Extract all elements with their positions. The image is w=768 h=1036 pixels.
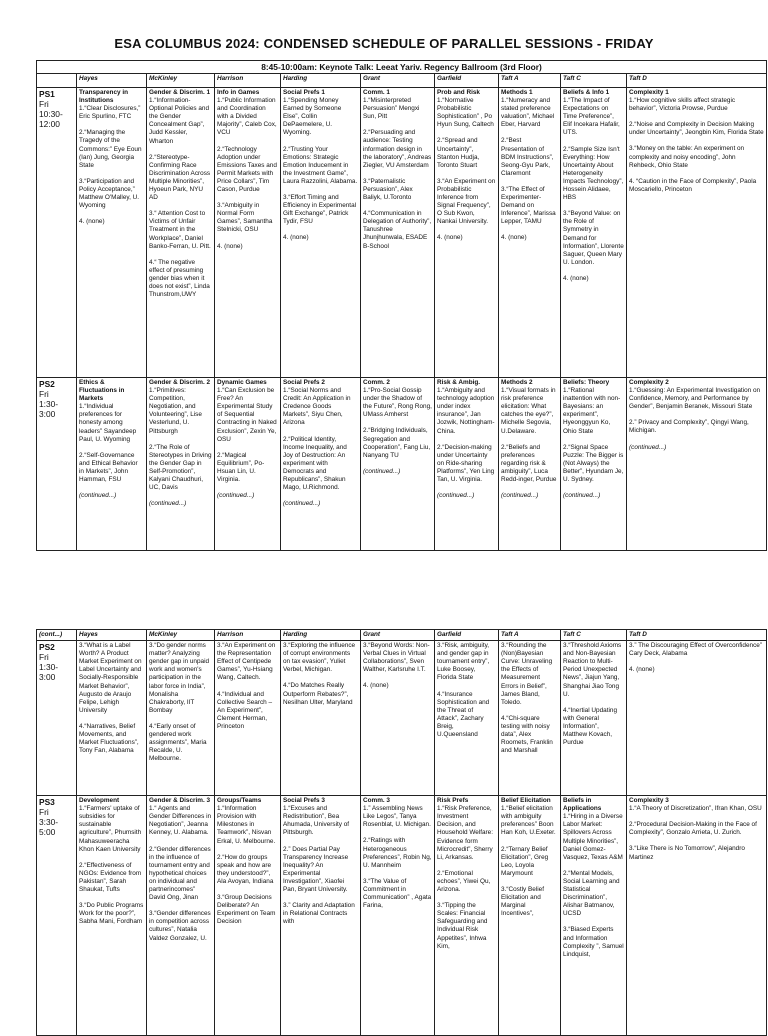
talk-entry: 1.“A Theory of Discretization”, Ifran Khan, OSU (629, 805, 762, 813)
ps2b-session-cell (561, 641, 627, 796)
top-room-6: Taft A (499, 74, 561, 88)
talk-entry: 3.“Gender differences in competition across cultures”, Natalia Valdez Gonzalez, U. (149, 910, 211, 942)
talk-entry: 2.“Managing the Tragedy of the Commons:” Eye Eoun (Ian) Jung, Georgia State (79, 129, 142, 169)
talk-entry: 1.“Public Information and Coordination with a Divided Majority”, Caleb Cox, VCU (217, 97, 277, 137)
bottom-room-4: Grant (361, 630, 435, 641)
ps2b-session-cell (281, 641, 361, 796)
talk-entry: 3.“Beyond Value: on the Role of Symmetry in Demand for Information”, Llorente Saguer, Queen Mary U. London. (563, 210, 624, 266)
talk-entry: 1.“Primitives: Competition, Negotiation, and Volunteering”, Lise Vesterlund, U. Pittsburgh (149, 387, 202, 435)
ps2-session-cell (215, 378, 281, 551)
talk-entry: 2.“Self-Governance and Ethical Behavior in Markets”, John Hamman, FSU (79, 451, 138, 484)
talk-entry: 1.“Belief elicitation with ambiguity preferences” Boon Han Koh, U.Exeter. (501, 805, 556, 837)
talk-entry: 3.“Participation and Policy Acceptance,” Matthew O'Malley, U. Wyoming (79, 177, 140, 210)
session-title: Gender & Discrim. 2 (149, 379, 211, 386)
top-room-3: Harding (281, 74, 361, 88)
talk-entry: 1.“Rational inattention with non-Bayesians: an experiment”, Hyeonggyun Ko, Ohio State (563, 387, 621, 435)
talk-entry: 2.“Trusting Your Emotions: Strategic Emotion Inducement in the Investment Game”, Laura Razzolini, Alabama. (283, 145, 358, 185)
talk-entry: 1.“Clear Disclosures,” Eric Spurlino, FTC (79, 105, 141, 121)
ps3-session-cell (561, 796, 627, 1036)
talk-entry: 1.“Excuses and Redistribution”, Bea Ahumada, University of Pittsburgh. (283, 805, 350, 837)
ps1-session-cell (627, 88, 767, 378)
talk-entry: 3.“ Attention Cost to Victims of Unfair Treatment in the Workplace”, Daniel Banko-Ferran, U. Pitt. (149, 210, 211, 250)
talk-entry: 2.“Effectiveness of NGOs: Evidence from Pakistan”, Sarah Shaukat, Tufts (79, 861, 142, 894)
talk-entry: 1.“Pro-Social Gossip under the Shadow of the Future”, Rong Rong, UMass Amherst (363, 387, 432, 419)
talk-entry: 4.“Narratives, Belief Movements, and Market Fluctuations”, Tony Fan, Alabama (79, 722, 139, 755)
ps2b-session-cell (499, 641, 561, 796)
talk-entry: 3.“Threshold Axioms and Non-Bayesian Reaction to Multi-Period Unexpected News”, Jiajun Yang, Shanghai Jiao Tong U. (563, 642, 622, 698)
talk-entry: 4.“Inertial Updating with General Information”, Matthew Kovach, Purdue (563, 706, 617, 747)
session-title: Social Prefs 2 (283, 379, 325, 386)
session-title: Gender & Discrim. 1 (149, 89, 211, 96)
continued-note: (continued...) (217, 492, 255, 500)
talk-entry: 2.” Privacy and Complexity”, Qingyi Wang, Michigan. (629, 419, 749, 435)
talk-entry: 4.“Insurance Sophistication and the Threat of Attack”, Zachary Breig, U.Queensland (437, 690, 490, 739)
continued-note: (continued...) (363, 467, 401, 475)
talk-entry: 4. (none) (629, 666, 655, 674)
ps2-cont-label: PS2 Fri 1:30- 3:00 (37, 641, 77, 796)
talk-entry: 2.“Spread and Uncertainty”, Stanton Hudja, Toronto Stuart (437, 137, 480, 169)
ps2-session-cell (147, 378, 215, 551)
talk-entry: 2.“Procedural Decision-Making in the Face of Complexity”, Gonzalo Arrieta, U. Zurich. (629, 821, 757, 837)
top-room-8: Taft D (627, 74, 767, 88)
talk-entry: 2.“Political Identity, Income Inequality, and Joy of Destruction: An experiment with Democrats and Republicans”, Shakun Mago, U.Richmond. (283, 435, 347, 492)
session-title: Risk Prefs (437, 797, 469, 805)
schedule-table-top (36, 60, 767, 551)
talk-entry: 2.” Does Partial Pay Transparency Increase Inequality? An Experimental Investigation”, Xiaofei Pan, Bryant University. (283, 845, 349, 894)
keynote-banner: 8:45-10:00am: Keynote Talk: Leeat Yariv. Regency Ballroom (3rd Floor) (37, 61, 767, 74)
ps1-label: PS1 Fri 10:30- 12:00 (37, 88, 77, 378)
session-title: Social Prefs 3 (283, 797, 325, 805)
talk-entry: 1.“Can Exclusion be Free? An Experimental Study of Sequential Contracting in Naked Exclusion”, Zexin Ye, OSU (217, 387, 277, 443)
continued-note: (continued...) (563, 492, 601, 500)
top-room-0: Hayes (77, 74, 147, 88)
ps3-session-cell (435, 796, 499, 1036)
talk-entry: 4. (none) (437, 234, 463, 242)
talk-entry: 1.“Individual preferences for honesty among leaders” Sayandeep Paul, U. Wyoming (79, 403, 137, 443)
bottom-room-0: Hayes (77, 630, 147, 641)
talk-entry: 3.“What is a Label Worth? A Product Market Experiment on Label Uncertainty and Socially-Responsible Market Behavior”, Augusto de Araujo Felipe, Lehigh University (79, 642, 142, 714)
session-title: Dynamic Games (217, 379, 267, 386)
ps2b-session-cell (77, 641, 147, 796)
continued-note: (continued...) (79, 492, 117, 500)
talk-entry: 3.“Risk, ambiguity, and gender gap in tournament entry”, Luke Boosey, Florida State (437, 642, 490, 682)
continued-note: (continued...) (437, 492, 475, 500)
ps2-session-cell (561, 378, 627, 551)
session-title: Comm. 1 (363, 89, 390, 96)
top-room-7: Taft C (561, 74, 627, 88)
talk-entry: 4. (none) (283, 234, 309, 242)
talk-entry: 1.“Visual formats in risk preference elicitation: What catches the eye?”, Michelle Segovia, U.Delaware. (501, 387, 556, 435)
ps2-label: PS2 Fri 1:30- 3:00 (37, 378, 77, 551)
talk-entry: 1.“Numeracy and stated preference valuation”, Michael Eber, Harvard (501, 97, 555, 129)
talk-entry: 3.“Costly Belief Elicitation and Marginal Incentives”, (501, 885, 544, 918)
talk-entry: 4.“Chi-square testing with noisy data”, Alex Roomets, Franklin and Marshall (501, 714, 553, 755)
talk-entry: 4.“Individual and Collective Search – An Experiment”, Clement Herman, Princeton (217, 690, 273, 730)
talk-entry: 3.“The Effect of Experimenter-Demand on Inference”, Marissa Lepper, TAMU (501, 185, 556, 226)
talk-entry: 4.“ The negative effect of presuming gender bias when it does not exist”, Linda Thunstrom,UWY (149, 258, 210, 299)
talk-entry: 3.“Do gender norms matter? Analyzing gender gap in unpaid work and women's participation in the labor force in India”, Monalisha Chakraborty, IIT Bombay (149, 642, 210, 714)
session-title: Methods 1 (501, 89, 533, 96)
ps2-session-cell (77, 378, 147, 551)
top-room-1: McKinley (147, 74, 215, 88)
bottom-room-1: McKinley (147, 630, 215, 641)
ps1-session-cell (281, 88, 361, 378)
talk-entry: 2.“Magical Equilibrium”, Po-Hsuan Lin, U. Virginia. (217, 451, 265, 484)
session-title: Beliefs in Applications (563, 797, 602, 813)
talk-entry: 4. “Caution in the Face of Complexity”, Paola Moscariello, Princeton (629, 177, 757, 193)
corner-cell (37, 74, 77, 88)
ps2-session-cell (435, 378, 499, 551)
session-title: Groups/Teams (217, 797, 262, 805)
talk-entry: 3.“An Experiment on Probabilistic Inference from Signal Frequency”, O Sub Kwon, Nankai University. (437, 177, 496, 226)
session-title: Risk & Ambig. (437, 379, 481, 386)
talk-entry: 4. (none) (501, 234, 527, 242)
ps2b-session-cell (147, 641, 215, 796)
talk-entry: 4. (none) (563, 274, 589, 282)
talk-entry: 3.“Biased Experts and Information Complexity ”, Samuel Lindquist, (563, 926, 624, 958)
continued-note: (continued...) (501, 492, 539, 500)
session-title: Beliefs & Info 1 (563, 89, 610, 96)
continued-note: (continued...) (629, 443, 667, 451)
talk-entry: 3.“The Value of Commitment in Communication” , Agata Farina, (363, 877, 432, 910)
session-title: Complexity 1 (629, 89, 669, 96)
talk-entry: 3.“Like There is No Tomorrow”, Alejandro Martinez (629, 845, 745, 861)
session-title: Transparency in Institutions (79, 89, 129, 105)
session-title: Prob and Risk (437, 89, 480, 96)
talk-entry: 2.“Signal Space Puzzle: The Bigger is (Not Always) the Better”, Hyundam Je, U. Sydney. (563, 443, 624, 484)
session-title: Social Prefs 1 (283, 89, 325, 96)
session-title: Belief Elicitation (501, 797, 551, 805)
talk-entry: 4. (none) (217, 242, 243, 250)
talk-entry: 1.“Spending Money Earned by Someone Else”, Collin DePaemelere, U. Wyoming. (283, 97, 342, 137)
talk-entry: 1.“Ambiguity and technology adoption under index insurance”, Jan Jozwik, Nottingham-China. (437, 387, 495, 435)
talk-entry: 2.“The Role of Stereotypes in Driving the Gender Gap in Self-Promotion”, Kalyani Chaudhuri, UC, Davis (149, 443, 212, 492)
session-title: Comm. 2 (363, 379, 390, 386)
ps3-session-cell (361, 796, 435, 1036)
ps3-session-cell (281, 796, 361, 1036)
talk-entry: 2.“Best Presentation of BDM Instructions”, Seong-Gyu Park, Claremont (501, 137, 554, 177)
talk-entry: 1.“Social Norms and Credit: An Application in Credence Goods Markets”, Siyu Chen, Arizona (283, 387, 351, 427)
page-title: ESA COLUMBUS 2024: CONDENSED SCHEDULE OF PARALLEL SESSIONS - FRIDAY (114, 36, 654, 51)
talk-entry: 2.“Sample Size Isn't Everything: How Uncertainty About Heterogeneity Impacts Technology”, Hossein Alidaee, HBS (563, 145, 624, 202)
ps1-session-cell (215, 88, 281, 378)
talk-entry: 3.“Effort Timing and Efficiency in Experimental Gift Exchange”, Patrick Tydir, FSU (283, 194, 357, 226)
session-title: Complexity 2 (629, 379, 669, 386)
ps1-session-cell (147, 88, 215, 378)
ps3-session-cell (215, 796, 281, 1036)
talk-entry: 2.“Persuading and audience: Testing information design in the laboratory”, Andreas Ziegler, VU Amsterdam (363, 129, 432, 169)
talk-entry: 3.“Rounding the (Non)Bayesian Curve: Unraveling the Effects of Measurement Errors in Belief”, James Bland, Toledo. (501, 642, 553, 706)
ps1-session-cell (361, 88, 435, 378)
top-room-2: Harrison (215, 74, 281, 88)
ps3-session-cell (147, 796, 215, 1036)
continued-note: (continued...) (149, 500, 187, 508)
bottom-room-5: Garfield (435, 630, 499, 641)
talk-entry: 3.” Clarity and Adaptation in Relational Contracts with (283, 902, 355, 926)
talk-entry: 1.“Risk Preference, Investment Decision, and Household Welfare: Evidence form Microcredit”, Sherry Li, Arkansas. (437, 805, 494, 861)
ps3-session-cell (499, 796, 561, 1036)
talk-entry: 3.“Group Decisions Deliberate? An Experiment on Team Decision (217, 894, 276, 926)
talk-entry: 4.“Early onset of gendered work assignments”, Maria Recalde, U. Melbourne. (149, 722, 207, 763)
talk-entry: 1.“Normative Probabilistic Sophistication” , Po Hyun Sung, Caltech (437, 97, 494, 129)
ps2-session-cell (499, 378, 561, 551)
cont-cell: (cont...) (37, 630, 77, 641)
talk-entry: 2.“Noise and Complexity in Decision Making under Uncertainty”, Jeongbin Kim, Florida State (629, 121, 764, 137)
talk-entry: 2.“Gender differences in the influence of tournament entry and hypothetical choices on individual and partnerincomes” David Ong, Jinan (149, 845, 211, 902)
ps1-session-cell (561, 88, 627, 378)
talk-entry: 3.“Do Public Programs Work for the poor?”, Sabha Mani, Fordham (79, 902, 144, 926)
ps3-session-cell (627, 796, 767, 1036)
talk-entry: 2.“Stereotype-Confirming Race Discrimination Across Multiple Minorities”, Hyoeun Park, NYU AD (149, 153, 211, 202)
talk-entry: 2.“Decision-making under Uncertainty on Ride-sharing Platforms”, Yen Ling Tan, U. Virginia. (437, 443, 495, 484)
talk-entry: 3.“An Experiment on the Representation Effect of Centipede Games”, Yu-Hsiang Wang, Caltech. (217, 642, 276, 682)
talk-entry: 4. (none) (363, 682, 389, 690)
bottom-room-2: Harrison (215, 630, 281, 641)
talk-entry: 1.“ Agents and Gender Differences in Negotiation”, Jeanna Kenney, U. Alabama. (149, 805, 212, 837)
bottom-room-6: Taft A (499, 630, 561, 641)
schedule-table-bottom (36, 629, 767, 1036)
bottom-room-8: Taft D (627, 630, 767, 641)
ps1-session-cell (499, 88, 561, 378)
bottom-room-7: Taft C (561, 630, 627, 641)
talk-entry: 1.“Farmers' uptake of subsidies for sustainable agriculture”, Phumsith Mahasuweeracha Khon Kaen University (79, 805, 142, 853)
talk-entry: 2.“Emotional echoes”, Yiwei Qu, Arizona. (437, 869, 491, 894)
talk-entry: 2.“Ratings with Heterogeneous Preferences”, Robin Ng, U. Mannheim (363, 837, 432, 869)
session-title: Complexity 3 (629, 797, 669, 805)
talk-entry: 1.“Misinterpreted Persuasion” Mengxi Sun, Pitt (363, 97, 420, 121)
talk-entry: 4. (none) (79, 218, 105, 226)
ps2b-session-cell (215, 641, 281, 796)
top-room-4: Grant (361, 74, 435, 88)
ps2b-session-cell (435, 641, 499, 796)
talk-entry: 1.“Guessing: An Experimental Investigation on Confidence, Memory, and Performance by Gender”, Benjamin Beranek, Missouri State (629, 387, 761, 411)
ps1-session-cell (435, 88, 499, 378)
talk-entry: 3.“Beyond Words: Non-Verbal Clues in Virtual Collaborations”, Sven Walther, Karlsruhe I.T. (363, 642, 430, 674)
talk-entry: 1.“How cognitive skills affect strategic behavior”, Victoria Prowse, Purdue (629, 97, 736, 113)
session-title: Gender & Discrim. 3 (149, 797, 211, 805)
ps3-session-cell (77, 796, 147, 1036)
continued-note: (continued...) (283, 500, 321, 508)
talk-entry: 1.” Assembling News Like Legos”, Tanya Rosenblat, U. Michigan. (363, 805, 431, 829)
ps2b-session-cell (361, 641, 435, 796)
talk-entry: 4.“Do Matches Really Outperform Rebates?”, Nesilhan Ulter, Maryland (283, 682, 353, 706)
talk-entry: 1.“Hiring in a Diverse Labor Market: Spillovers Across Multiple Minorities”, Daniel Gomez-Vasquez, Texas A&M (563, 813, 623, 861)
session-title: Info in Games (217, 89, 260, 96)
talk-entry: 2.“Technology Adoption under Emissions Taxes and Permit Markets with Price Collars”, Tim Cason, Purdue (217, 145, 277, 194)
talk-entry: 1.“Information-Optional Policies and the Gender Concealment Gap”, Judd Kessler, Wharton (149, 97, 210, 145)
bottom-room-3: Harding (281, 630, 361, 641)
talk-entry: 3.“Ambiguity in Normal Form Games”, Samantha Stelnicki, OSU (217, 202, 273, 234)
talk-entry: 3.“Money on the table: An experiment on complexity and noisy encoding”, John Rehbeck, Ohio State (629, 145, 745, 169)
session-title: Beliefs: Theory (563, 379, 610, 386)
ps2-session-cell (361, 378, 435, 551)
ps2-session-cell (281, 378, 361, 551)
top-room-5: Garfield (435, 74, 499, 88)
session-title: Methods 2 (501, 379, 533, 386)
ps1-session-cell (77, 88, 147, 378)
talk-entry: 2.“How do groups speak and how are they understood?”, Ala Avoyan, Indiana (217, 853, 274, 885)
talk-entry: 2.“Mental Models, Social Learning and Statistical Discrimination”, Alishar Batmanov, UCSD (563, 869, 620, 918)
talk-entry: 1.“The Impact of Expectations on Time Preference”, Elif Incekara Hafalir, UTS. (563, 97, 620, 137)
ps2-session-cell (627, 378, 767, 551)
session-title: Development (79, 797, 120, 805)
talk-entry: 2.“Ternary Belief Elicitation”, Greg Leo, Loyola Marymount (501, 845, 549, 877)
talk-entry: 3.“Paternalistic Persuasion”, Alex Baliyk, U.Toronto (363, 177, 413, 202)
session-title: Ethics & Fluctuations in Markets (79, 379, 125, 403)
talk-entry: 2.“Beliefs and preferences regarding risk & ambiguity”, Luca Redd-inger, Purdue (501, 443, 557, 484)
talk-entry: 3.“Tipping the Scales: Financial Safeguarding and Individual Risk Appetites”, Inhwa Kim, (437, 902, 488, 950)
session-title: Comm. 3 (363, 797, 390, 805)
ps3-label: PS3 Fri 3:30- 5:00 (37, 796, 77, 1036)
talk-entry: 3.” The Discouraging Effect of Overconfidence” Cary Deck, Alabama (629, 642, 762, 658)
talk-entry: 3.“Exploring the influence of corrupt environments on tax evasion”, Yuliet Verbel, Michigan. (283, 642, 356, 674)
talk-entry: 4.“Communication in Delegation of Authority”, Tanushree Jhunjhunwala, ESADE B-School (363, 210, 432, 250)
talk-entry: 1.“Information Provision with Milestones in Teamwork”, Nisvan Erkal, U. Melbourne. (217, 805, 276, 845)
ps2b-session-cell (627, 641, 767, 796)
talk-entry: 2.“Bridging Individuals, Segregation and Cooperation”, Fang Liu, Nanyang TU (363, 427, 431, 459)
